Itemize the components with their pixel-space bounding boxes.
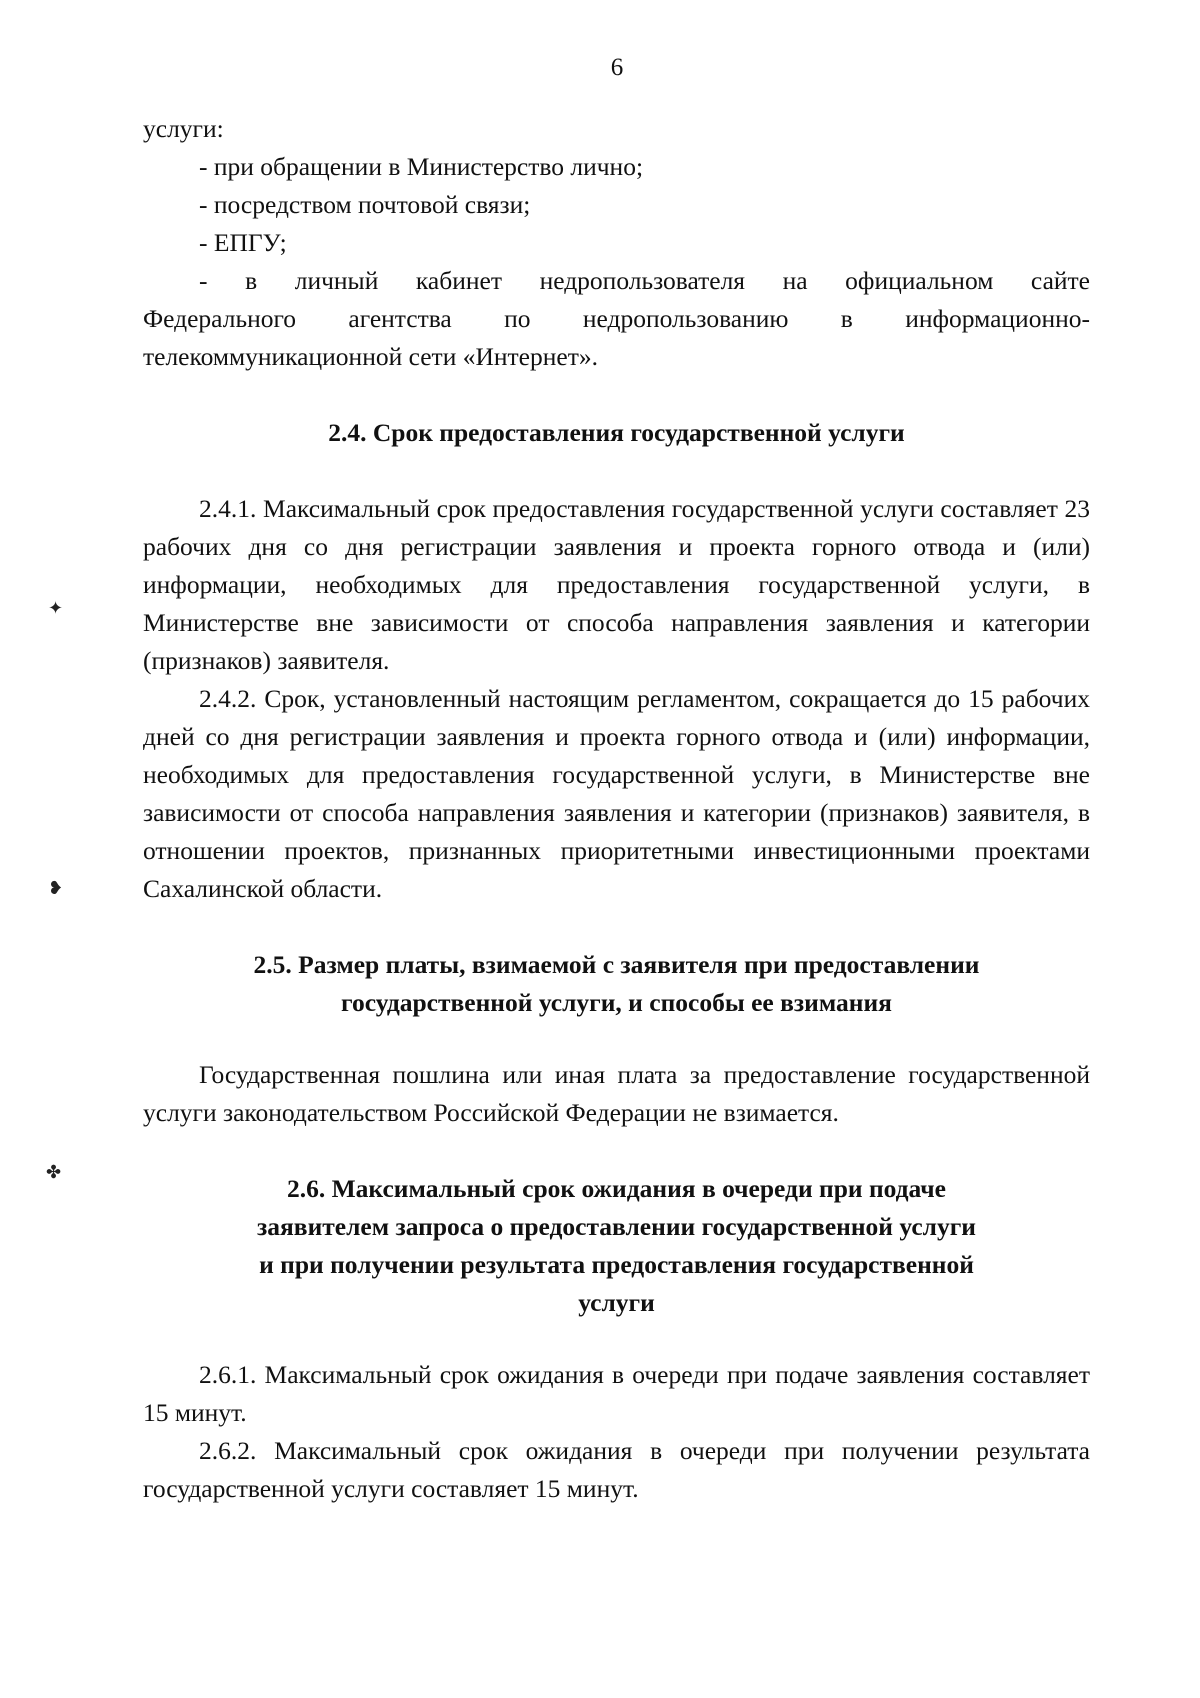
section-2-6-heading-line3: и при получении результата предоставления государственной	[259, 1250, 974, 1279]
scan-mark-icon: ✦	[48, 598, 64, 618]
section-2-4-heading: 2.4. Срок предоставления государственной услуги	[328, 418, 905, 447]
scan-mark-icon: ✤	[46, 1162, 62, 1182]
document-body	[143, 110, 1090, 1508]
paragraph-2-5-1: Государственная пошлина или иная плата за предоставление государственной услуги законодательством Российской Федерации не взимается.	[143, 1060, 1090, 1127]
page-number: 6	[610, 54, 624, 81]
paragraph-2-4-2: 2.4.2. Срок, установленный настоящим регламентом, сокращается до 15 рабочих дней со дня регистрации заявления и проекта горного отвода и (или) информации, необходимых для предоставления государственной услуги, в Министерстве вне зависимости от способа направления заявления и категории (признаков) заявителя, в отношении проектов, признанных приоритетными инвестиционными проектами Сахалинской области.	[143, 684, 1090, 903]
list-item-cabinet-line3: телекоммуникационной сети «Интернет».	[143, 342, 598, 371]
scan-mark-icon: ❥	[48, 878, 64, 898]
section-2-5-heading-line1: 2.5. Размер платы, взимаемой с заявителя при предоставлении	[253, 950, 980, 979]
paragraph-2-6-1: 2.6.1. Максимальный срок ожидания в очереди при подаче заявления составляет 15 минут.	[143, 1360, 1090, 1427]
intro-line: услуги:	[143, 114, 224, 143]
list-item-epgu: - ЕПГУ;	[199, 228, 287, 257]
section-2-6-heading-line1: 2.6. Максимальный срок ожидания в очереди при подаче	[286, 1174, 946, 1203]
list-item-cabinet-line1: - в личный кабинет недропользователя на официальном сайте	[199, 266, 1090, 295]
paragraph-2-4-1: 2.4.1. Максимальный срок предоставления государственной услуги составляет 23 рабочих дня со дня регистрации заявления и проекта горного отвода и (или) информации, необходимых для предоставления государственной услуги, в Министерстве вне зависимости от способа направления заявления и категории (признаков) заявителя.	[143, 494, 1090, 675]
list-item-cabinet-line2: Федерального агентства по недропользованию в информационно-	[143, 304, 1090, 333]
paragraph-2-6-2: 2.6.2. Максимальный срок ожидания в очереди при получении результата государственной услуги составляет 15 минут.	[143, 1436, 1090, 1503]
section-2-5-heading-line2: государственной услуги, и способы ее взимания	[341, 988, 892, 1017]
section-2-6-heading-line4: услуги	[578, 1288, 655, 1317]
list-item-post: - посредством почтовой связи;	[199, 190, 531, 219]
section-2-6-heading-line2: заявителем запроса о предоставлении государственной услуги	[257, 1212, 976, 1241]
list-item-personal: - при обращении в Министерство лично;	[199, 152, 644, 181]
